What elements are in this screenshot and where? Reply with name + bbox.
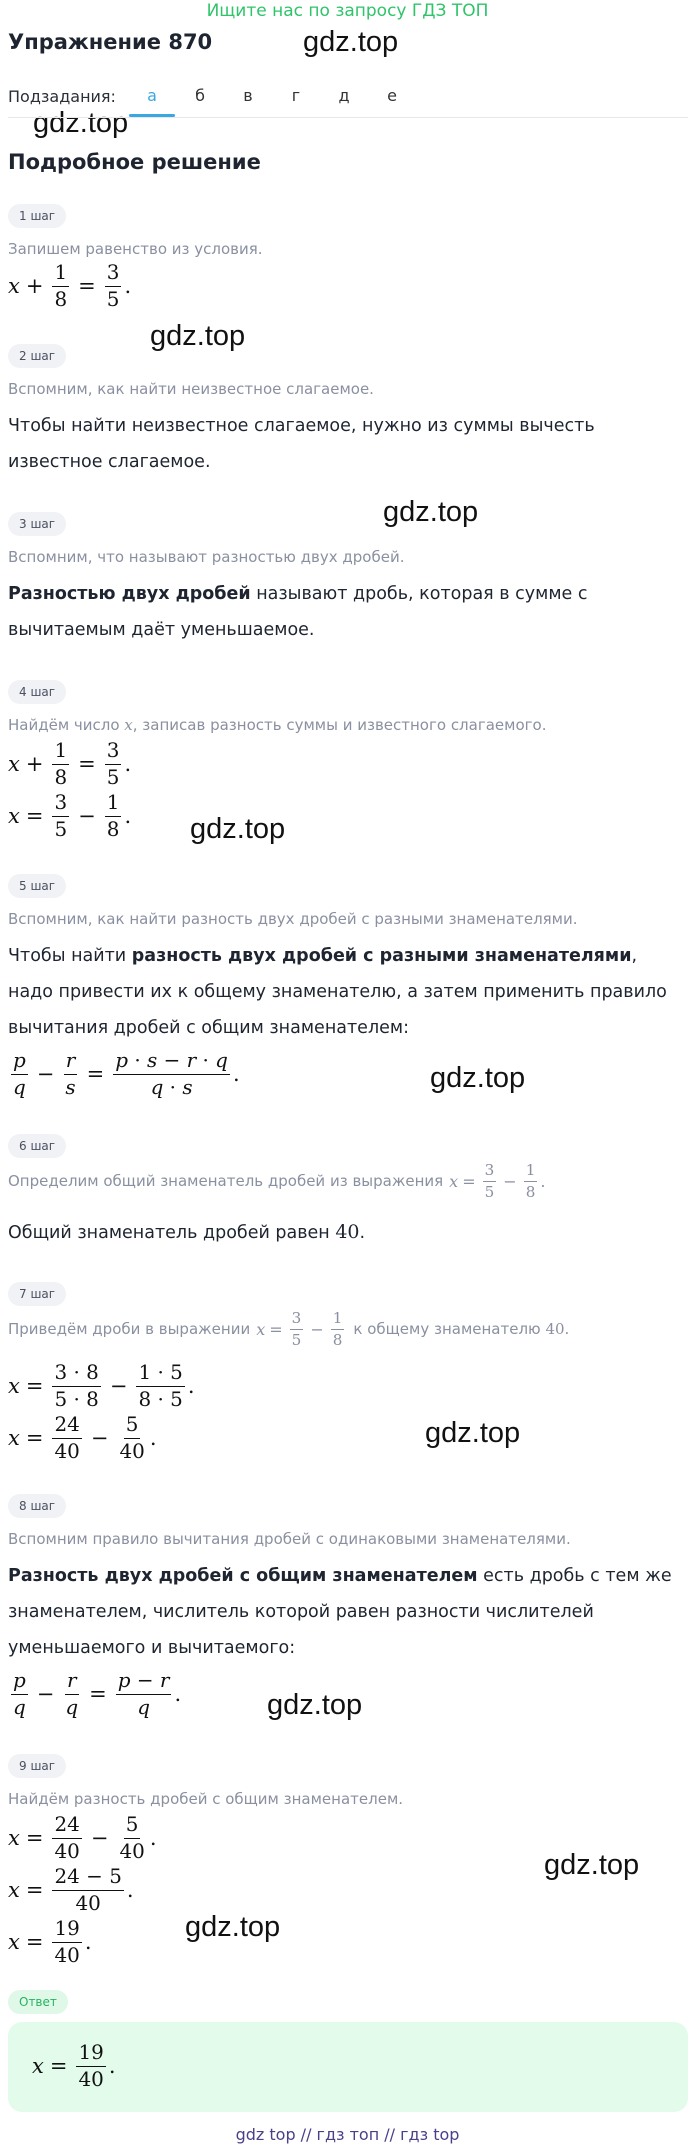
step-hint: Вспомним правило вычитания дробей с одинаковыми знаменателями. — [8, 1530, 571, 1548]
rule-text: Чтобы найти неизвестное слагаемое, нужно из суммы вычесть известное слагаемое. — [8, 416, 595, 472]
subtask-tab-a[interactable]: а — [147, 86, 157, 105]
rule-text: Чтобы найти разность двух дробей с разными знаменателями, надо привести их к общему знаменателю, а затем применить правило вычитания дробей с общим знаменателем: — [8, 946, 667, 1038]
equation: x = $\frac{3}{5}$ − $\frac{1}{8}$ . — [8, 790, 132, 841]
equation: x = $\frac{19}{40}$ . — [8, 1916, 92, 1967]
watermark: gdz.top — [425, 1417, 521, 1449]
subtask-tab-d[interactable]: д — [338, 86, 350, 105]
step-badge: 4 шаг — [8, 680, 66, 704]
equation: x = $\frac{24 - 5}{40}$ . — [8, 1864, 134, 1915]
watermark: gdz.top — [185, 1911, 281, 1943]
formula: $\frac{p}{q}$ − $\frac{r}{s}$ = $\frac{p \cdot s - r \cdot q}{q \cdot s}$ . — [13, 1048, 240, 1099]
step-badge: 5 шаг — [8, 874, 66, 898]
footer-links[interactable]: gdz top // гдз топ // гдз top — [235, 2125, 460, 2144]
answer-equation: x = $\frac{19}{40}$ . — [32, 2040, 116, 2091]
equation: x = $\frac{24}{40}$ − $\frac{5}{40}$ . — [8, 1412, 157, 1463]
watermark: gdz.top — [33, 107, 129, 139]
watermark: gdz.top — [150, 320, 246, 352]
step-hint: Найдём число x, записав разность суммы и известного слагаемого. — [8, 716, 547, 734]
step-badge: 3 шаг — [8, 512, 66, 536]
definition-text — [8, 576, 678, 648]
answer-badge: Ответ — [8, 1990, 68, 2014]
watermark: gdz.top — [190, 813, 286, 845]
step-hint: Приведём дроби в выражении x = $\frac{3}{5}$ − $\frac{1}{8}$ к общему знаменателю 40 . — [8, 1309, 570, 1349]
step-hint: Вспомним, как найти разность двух дробей с разными знаменателями. — [8, 910, 578, 928]
step-hint: Определим общий знаменатель дробей из выражения x = $\frac{3}{5}$ − $\frac{1}{8}$ . — [8, 1161, 546, 1201]
equation: x + $\frac{1}{8}$ = $\frac{3}{5}$ . — [8, 738, 132, 789]
result-text: Общий знаменатель дробей равен 40. — [8, 1221, 366, 1243]
subtasks-label: Подзадания: — [8, 87, 116, 106]
definition-body: называют дробь, которая в сумме с вычитаемым даёт уменьшаемое. — [8, 584, 588, 640]
step-badge: 2 шаг — [8, 344, 66, 368]
watermark: gdz.top — [544, 1849, 640, 1881]
step-badge: 1 шаг — [8, 204, 66, 228]
watermark: gdz.top — [303, 26, 399, 58]
watermark: gdz.top — [430, 1062, 526, 1094]
definition-term: Разностью двух дробей — [8, 584, 251, 604]
watermark: gdz.top — [383, 496, 479, 528]
section-title: Подробное решение — [8, 150, 261, 174]
subtasks-nav — [8, 78, 688, 118]
equation: x = $\frac{24}{40}$ − $\frac{5}{40}$ . — [8, 1812, 157, 1863]
formula: $\frac{p}{q}$ − $\frac{r}{q}$ = $\frac{p - r}{q}$ . — [13, 1668, 182, 1719]
step-hint: Вспомним, как найти неизвестное слагаемое. — [8, 380, 374, 398]
subtask-tab-g[interactable]: г — [291, 86, 301, 105]
subtask-tab-b[interactable]: б — [195, 86, 205, 105]
step-badge: 7 шаг — [8, 1282, 66, 1306]
equation: x + $\frac{1}{8}$ = $\frac{3}{5}$ . — [8, 260, 132, 311]
subtask-tab-e[interactable]: е — [387, 86, 397, 105]
active-tab-indicator — [129, 114, 175, 117]
step-hint: Найдём разность дробей с общим знаменателем. — [8, 1790, 404, 1808]
page-title: Упражнение 870 — [8, 30, 213, 54]
subtask-tab-v[interactable]: в — [243, 86, 253, 105]
equation: x = $\frac{3 \cdot 8}{5 \cdot 8}$ − $\frac{1 \cdot 5}{8 \cdot 5}$ . — [8, 1360, 195, 1411]
step-badge: 8 шаг — [8, 1494, 66, 1518]
step-hint: Запишем равенство из условия. — [8, 240, 263, 258]
watermark: gdz.top — [267, 1689, 363, 1721]
step-hint: Вспомним, что называют разностью двух дробей. — [8, 548, 405, 566]
rule-text: Разность двух дробей с общим знаменателем есть дробь с тем же знаменателем, числитель которой равен разности числителей уменьшаемого и вычитаемого: — [8, 1566, 672, 1658]
step-badge: 6 шаг — [8, 1134, 66, 1158]
search-banner[interactable]: Ищите нас по запросу ГДЗ ТОП — [206, 1, 489, 21]
step-badge: 9 шаг — [8, 1754, 66, 1778]
